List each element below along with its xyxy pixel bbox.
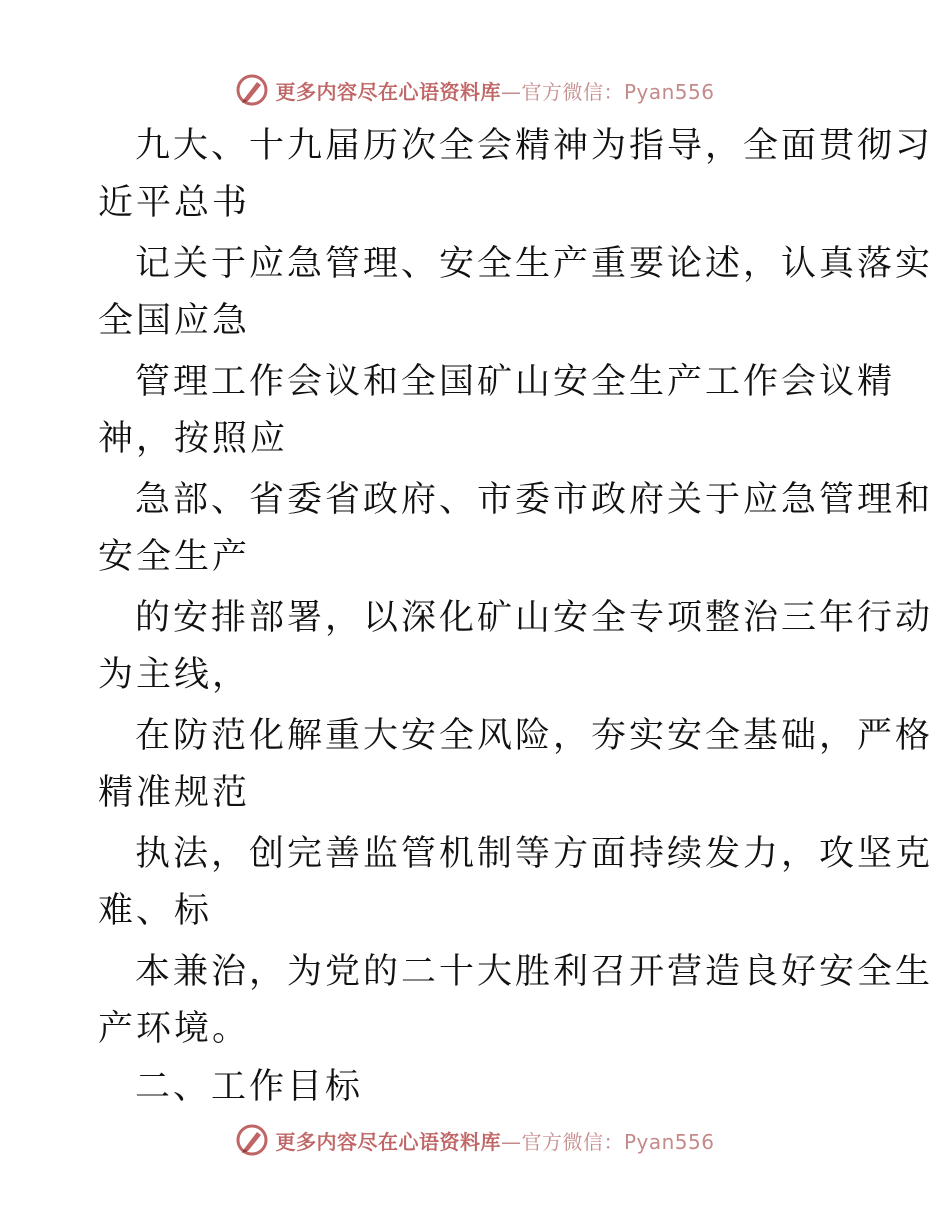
text-line: 近平总书 [98, 183, 251, 223]
text-line: 全国应急 [98, 301, 251, 341]
pen-logo-icon [235, 73, 269, 107]
text-line: 执法，创完善监管机制等方面持续发力，攻坚克 [135, 834, 934, 874]
text-line: 管理工作会议和全国矿山安全生产工作会议精 [135, 362, 896, 402]
text-line: 安全生产 [98, 537, 251, 577]
text-line: 精准规范 [98, 773, 251, 813]
pen-logo-icon [235, 1123, 269, 1157]
watermark-text [275, 1126, 714, 1155]
section-heading: 二、工作目标 [135, 1067, 364, 1107]
watermark-separator: — [500, 79, 522, 104]
text-line: 为主线， [98, 655, 251, 695]
watermark-brand: 更多内容尽在心语资料库 [275, 79, 501, 104]
text-line: 难、标 [98, 891, 213, 931]
text-line: 本兼治，为党的二十大胜利召开营造良好安全生 [135, 952, 934, 992]
text-line: 九大、十九届历次全会精神为指导，全面贯彻习 [135, 126, 934, 166]
watermark-text [275, 76, 714, 105]
text-line: 在防范化解重大安全风险，夯实安全基础，严格 [135, 716, 934, 756]
text-line: 记关于应急管理、安全生产重要论述，认真落实 [135, 244, 934, 284]
watermark-separator: — [500, 1129, 522, 1154]
watermark-suffix: 官方微信：Pyan556 [521, 79, 715, 104]
text-line: 急部、省委省政府、市委市政府关于应急管理和 [135, 480, 934, 520]
header-watermark [0, 70, 950, 110]
text-line: 的安排部署，以深化矿山安全专项整治三年行动 [135, 598, 934, 638]
text-line: 神，按照应 [98, 419, 289, 459]
watermark-brand: 更多内容尽在心语资料库 [275, 1129, 501, 1154]
text-line: 产环境。 [98, 1009, 251, 1049]
footer-watermark [0, 1120, 950, 1160]
watermark-suffix: 官方微信：Pyan556 [521, 1129, 715, 1154]
